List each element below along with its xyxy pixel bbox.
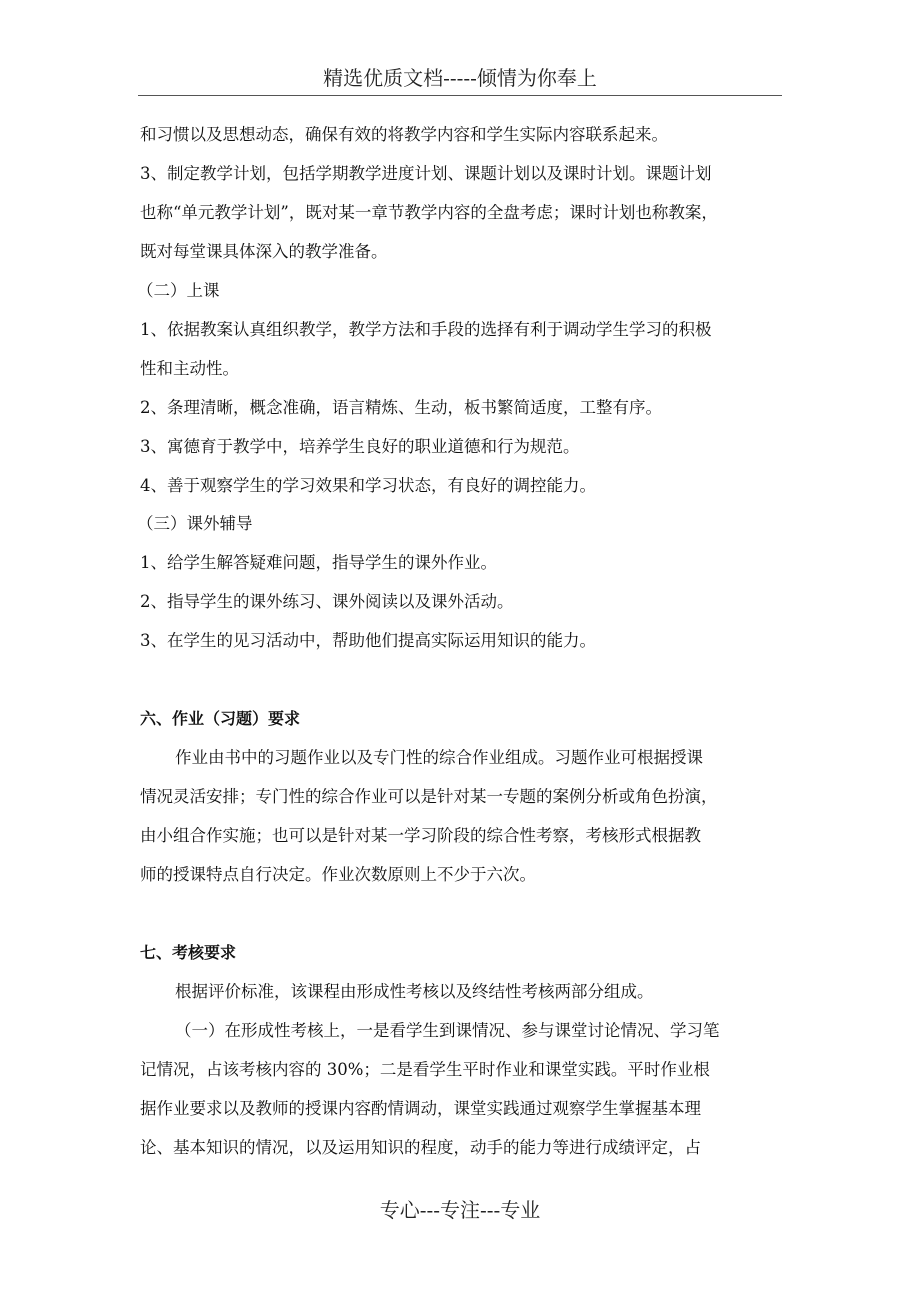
- paragraph-line: 2、指导学生的课外练习、课外阅读以及课外活动。: [140, 592, 514, 611]
- page-header-title: 精选优质文档-----倾情为你奉上: [323, 66, 597, 90]
- paragraph-line: 据作业要求以及教师的授课内容酌情调动，课堂实践通过观察学生掌握基本理: [140, 1099, 701, 1118]
- subsection-title: （二）上课: [137, 281, 220, 300]
- paragraph-line: 和习惯以及思想动态，确保有效的将教学内容和学生实际内容联系起来。: [140, 125, 668, 144]
- paragraph-line: 1、给学生解答疑难问题，指导学生的课外作业。: [140, 553, 497, 572]
- page-footer-text: 专心---专注---专业: [379, 1198, 541, 1222]
- paragraph-line: （一）在形成性考核上，一是看学生到课情况、参与课堂讨论情况、学习笔: [175, 1021, 720, 1040]
- paragraph-line: 2、条理清晰，概念准确，语言精炼、生动，板书繁简适度，工整有序。: [140, 398, 662, 417]
- section-heading: 七、考核要求: [140, 943, 237, 962]
- paragraph-line: 既对每堂课具体深入的教学准备。: [140, 242, 388, 261]
- paragraph-line: 师的授课特点自行决定。作业次数原则上不少于六次。: [140, 865, 536, 884]
- subsection-title: （三）课外辅导: [137, 514, 253, 533]
- paragraph-line: 4、善于观察学生的学习效果和学习状态，有良好的调控能力。: [140, 476, 596, 495]
- header-divider: [138, 95, 782, 96]
- section-heading: 六、作业（习题）要求: [140, 709, 301, 728]
- paragraph-line: 3、寓德育于教学中，培养学生良好的职业道德和行为规范。: [140, 437, 580, 456]
- paragraph-line: 记情况，占该考核内容的 30%；二是看学生平时作业和课堂实践。平时作业根: [140, 1060, 710, 1079]
- paragraph-line: 由小组合作实施；也可以是针对某一学习阶段的综合性考察，考核形式根据教: [140, 826, 701, 845]
- paragraph-line: 1、依据教案认真组织教学，教学方法和手段的选择有利于调动学生学习的积极: [140, 320, 712, 339]
- paragraph-line: 根据评价标准，该课程由形成性考核以及终结性考核两部分组成。: [175, 982, 654, 1001]
- paragraph-line: 作业由书中的习题作业以及专门性的综合作业组成。习题作业可根据授课: [175, 748, 703, 767]
- paragraph-line: 情况灵活安排；专门性的综合作业可以是针对某一专题的案例分析或角色扮演，: [140, 787, 718, 806]
- paragraph-line: 3、在学生的见习活动中，帮助他们提高实际运用知识的能力。: [140, 631, 596, 650]
- paragraph-line: 也称“单元教学计划”，既对某一章节教学内容的全盘考虑；课时计划也称教案，: [140, 203, 718, 222]
- paragraph-line: 性和主动性。: [140, 359, 239, 378]
- paragraph-line: 3、制定教学计划，包括学期教学进度计划、课题计划以及课时计划。课题计划: [140, 164, 712, 183]
- paragraph-line: 论、基本知识的情况，以及运用知识的程度，动手的能力等进行成绩评定，占: [140, 1138, 701, 1157]
